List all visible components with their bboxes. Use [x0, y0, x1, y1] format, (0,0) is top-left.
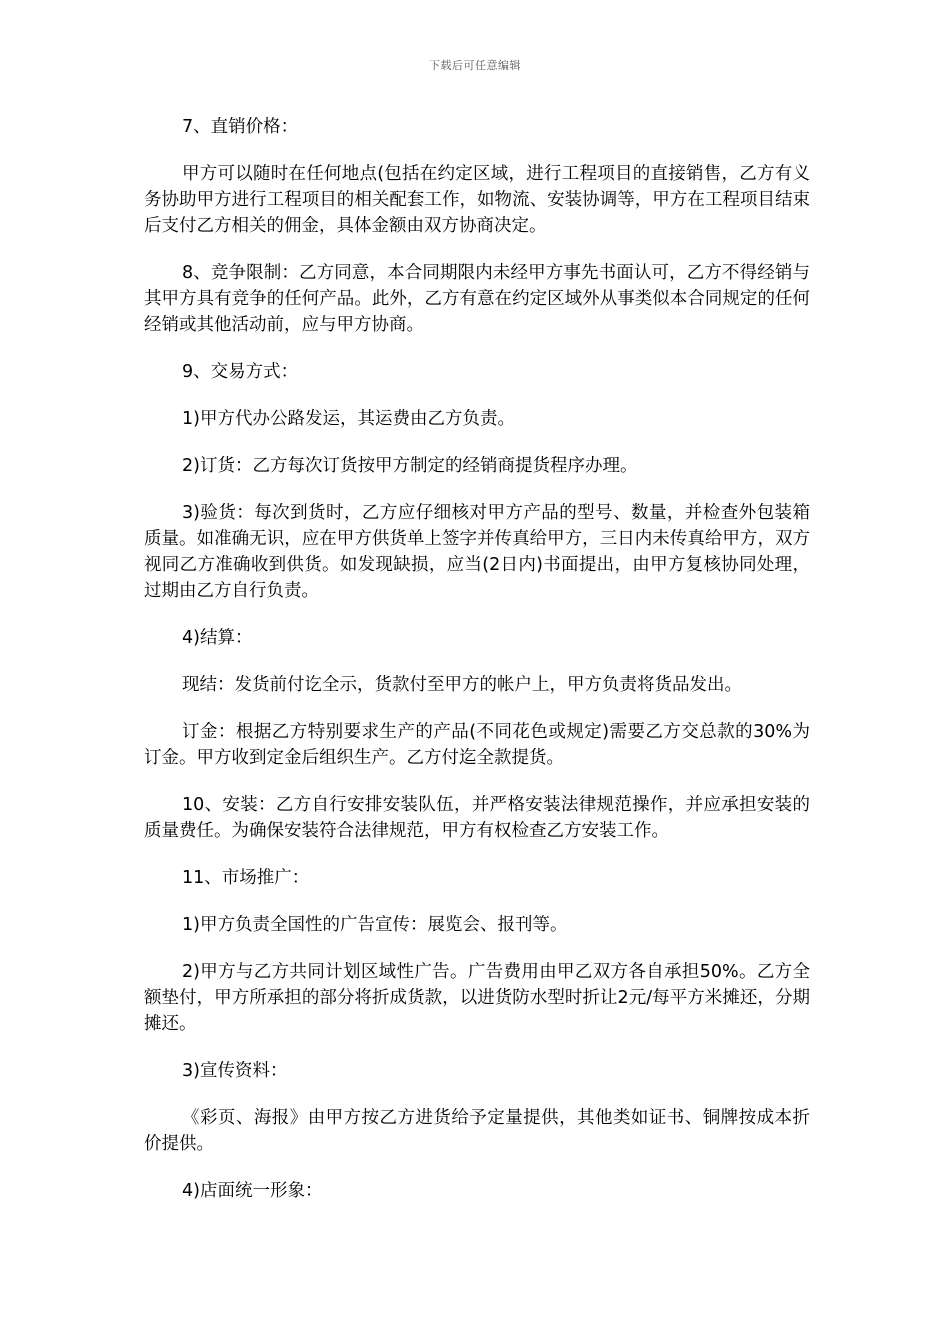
section-heading-marketing: 11、市场推广： [182, 868, 310, 888]
paragraph-national-ads: 1)甲方负责全国性的广告宣传：展览会、报刊等。 [182, 915, 568, 935]
paragraph-direct-sales: 甲方可以随时在任何地点(包括在约定区域，进行工程项目的直接销售，乙方有义务协助甲方进行工程项目的相关配套工作，如物流、安装协调等，甲方在工程项目结束后支付乙方相关的佣金，具体金额由双方协商决定。 [144, 164, 810, 236]
paragraph-regional-ads: 2)甲方与乙方共同计划区域性广告。广告费用由甲乙双方各自承担50%。乙方全额垫付，甲方所承担的部分将折成货款，以进货防水型时折让2元/每平方米摊还，分期摊还。 [144, 962, 810, 1034]
section-heading-direct-price: 7、直销价格： [182, 117, 299, 137]
paragraph-brochures: 《彩页、海报》由甲方按乙方进货给予定量提供，其他类如证书、铜牌按成本折价提供。 [144, 1108, 810, 1154]
paragraph-competition-limit: 8、竞争限制：乙方同意，本合同期限内未经甲方事先书面认可，乙方不得经销与其甲方具有竞争的任何产品。此外，乙方有意在约定区域外从事类似本合同规定的任何经销或其他活动前，应与甲方协商。 [144, 263, 810, 335]
section-heading-trade-method: 9、交易方式： [182, 362, 299, 382]
paragraph-shipping: 1)甲方代办公路发运，其运费由乙方负责。 [182, 409, 515, 429]
page-header-note: 下载后可任意编辑 [429, 59, 521, 72]
section-heading-settlement: 4)结算： [182, 628, 253, 648]
paragraph-installation: 10、安装：乙方自行安排安装队伍，并严格安装法律规范操作，并应承担安装的质量费任。为确保安装符合法律规范，甲方有权检查乙方安装工作。 [144, 795, 810, 841]
paragraph-cash-settlement: 现结：发货前付讫全示，货款付至甲方的帐户上，甲方负责将货品发出。 [182, 675, 742, 695]
section-heading-store-image: 4)店面统一形象： [182, 1181, 323, 1201]
paragraph-ordering: 2)订货：乙方每次订货按甲方制定的经销商提货程序办理。 [182, 456, 638, 476]
section-heading-promo-materials: 3)宣传资料： [182, 1061, 288, 1081]
paragraph-deposit: 订金：根据乙方特别要求生产的产品(不同花色或规定)需要乙方交总款的30%为订金。甲方收到定金后组织生产。乙方付迄全款提货。 [144, 722, 810, 768]
document-body [144, 114, 810, 1225]
paragraph-inspection: 3)验货：每次到货时，乙方应仔细核对甲方产品的型号、数量，并检查外包装箱质量。如准确无识，应在甲方供货单上签字并传真给甲方，三日内未传真给甲方，双方视同乙方准确收到供货。如发现缺损，应当(2日内)书面提出，由甲方复核协同处理，过期由乙方自行负责。 [144, 503, 810, 601]
